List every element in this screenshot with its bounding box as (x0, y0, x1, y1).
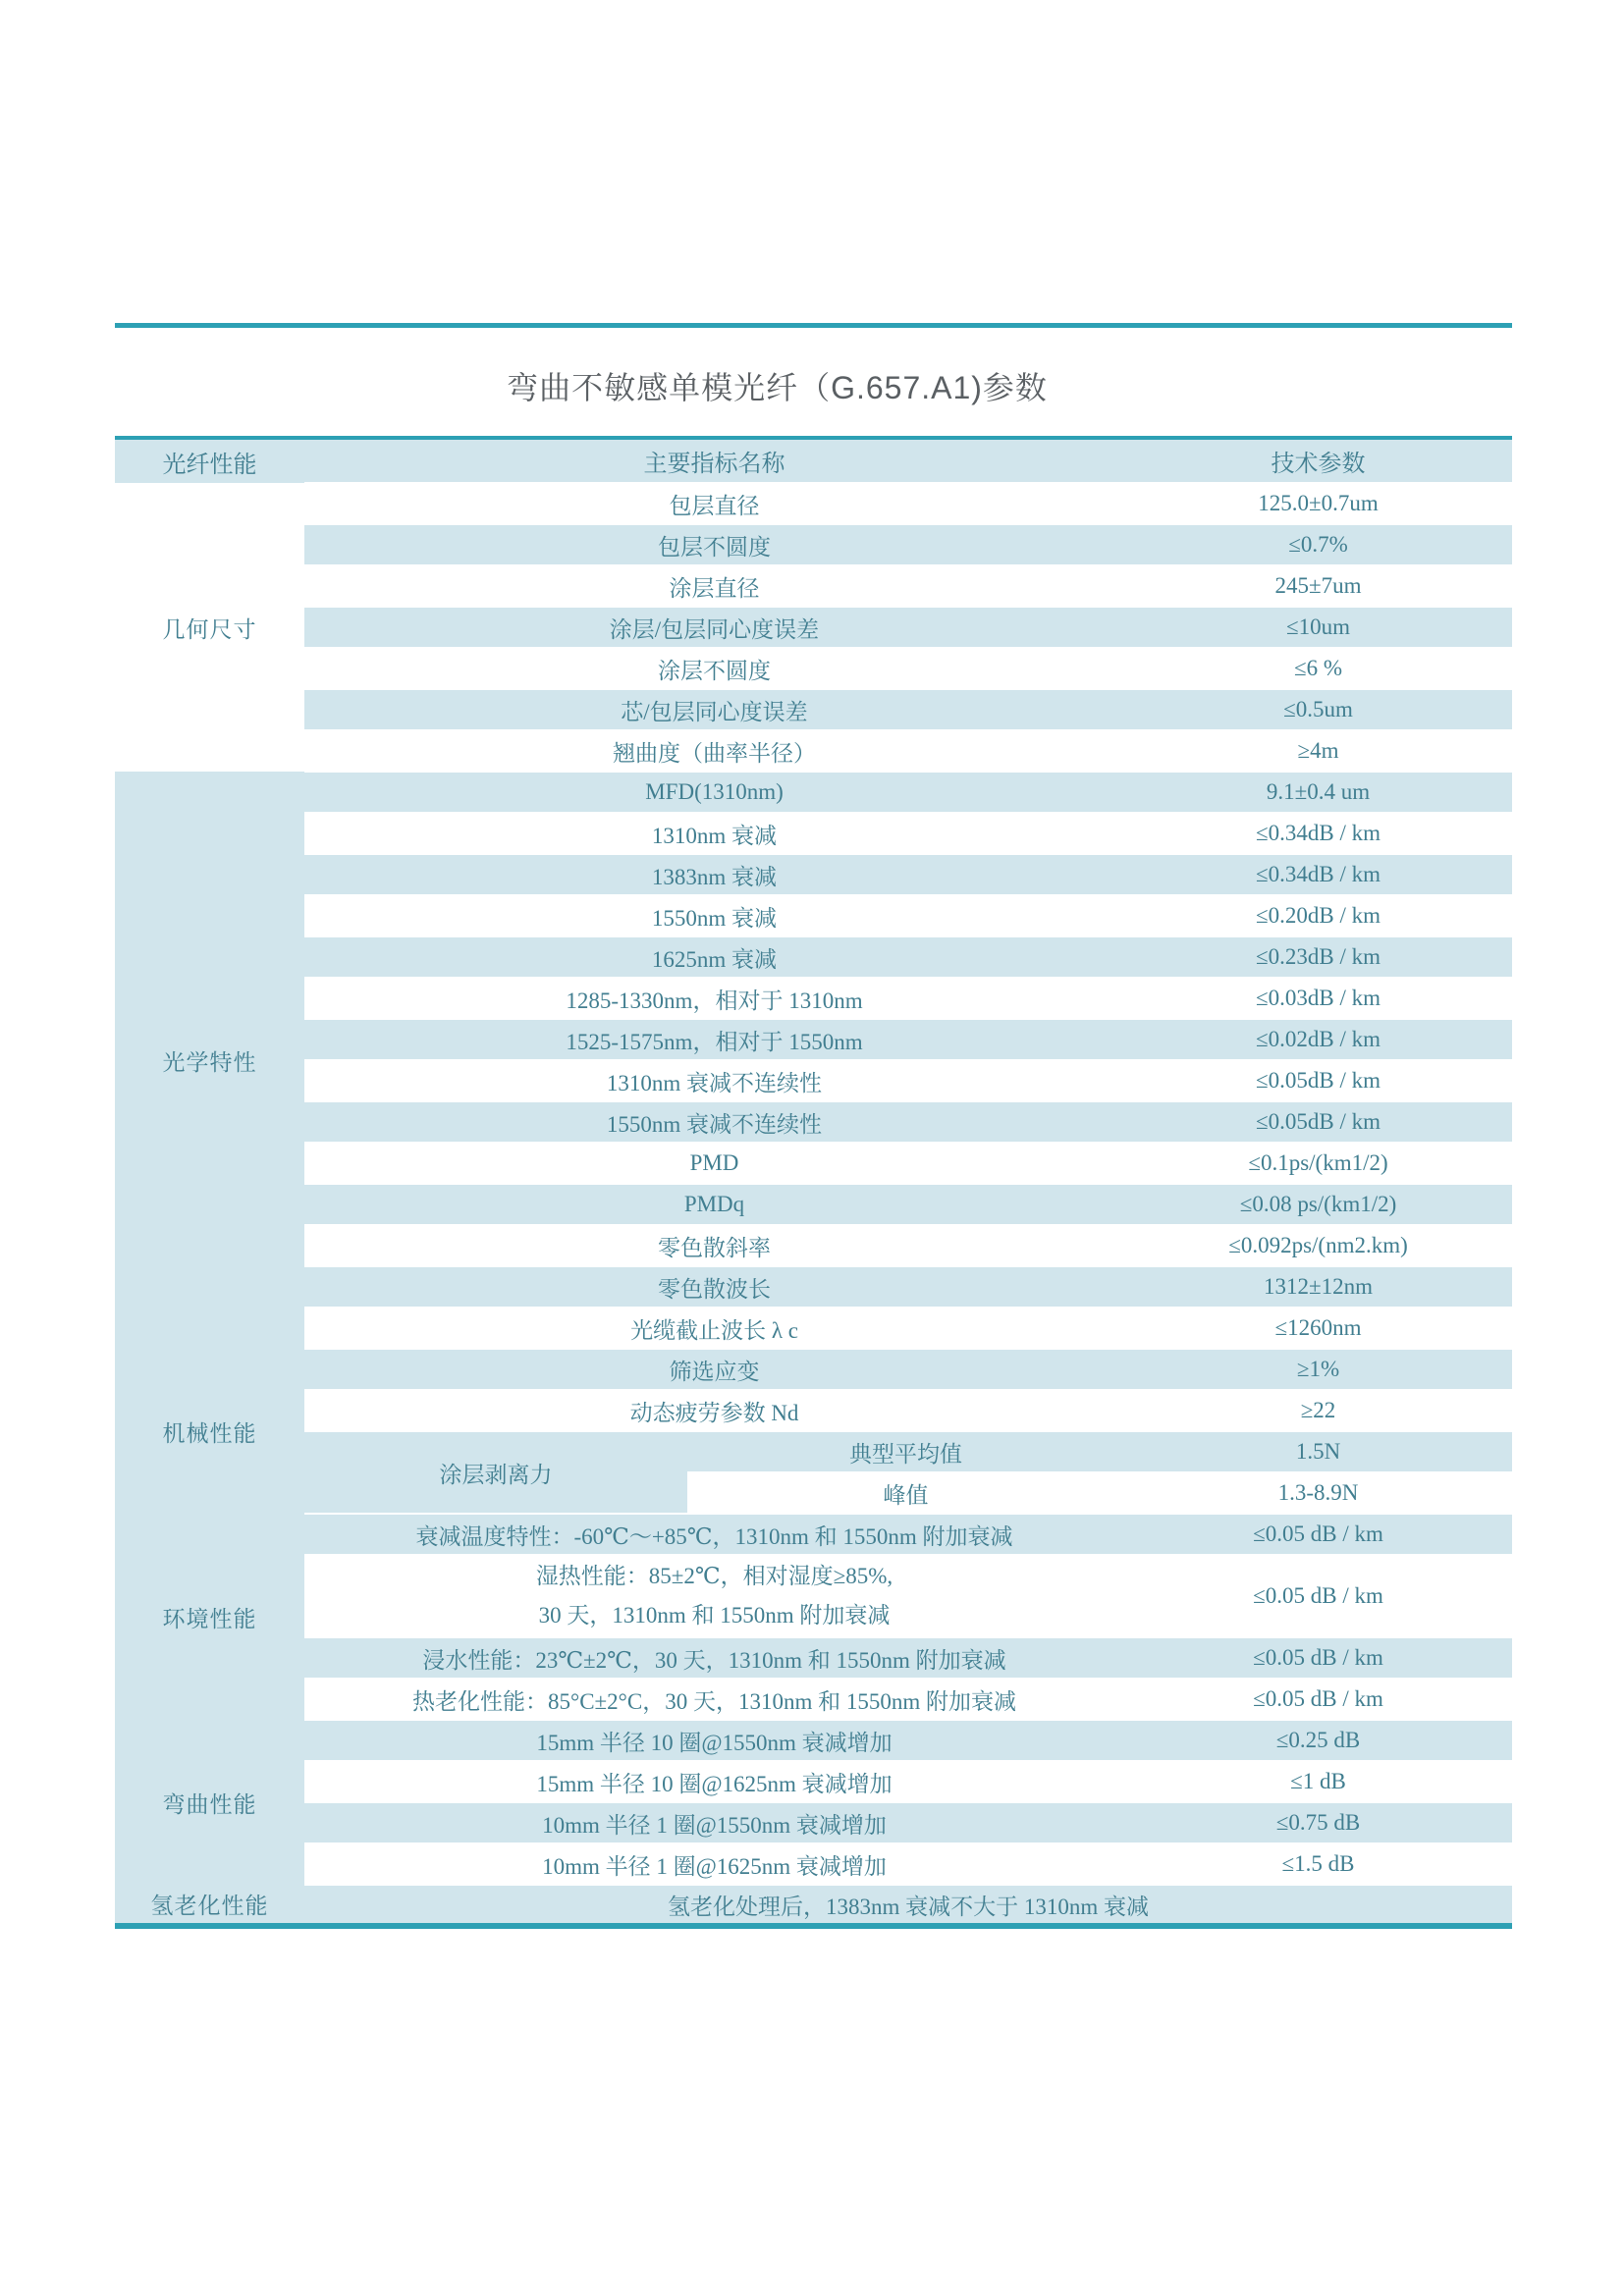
param-name-cell: 1550nm 衰减不连续性 (304, 1101, 1124, 1143)
table-row (115, 565, 1512, 607)
param-value-cell: ≤0.092ps/(nm2.km) (1124, 1225, 1512, 1266)
param-name-cell: 15mm 半径 10 圈@1550nm 衰减增加 (304, 1720, 1124, 1761)
category-cell: 环境性能 (115, 1514, 304, 1720)
param-value-cell: ≤6 % (1124, 648, 1512, 689)
param-value-cell: ≤0.03dB / km (1124, 978, 1512, 1019)
param-name-cell: 包层不圆度 (304, 524, 1124, 565)
table-row (115, 1019, 1512, 1060)
table-row (115, 978, 1512, 1019)
param-name-cell: 芯/包层同心度误差 (304, 689, 1124, 730)
table-row (115, 1885, 1512, 1926)
param-name-cell: 衰减温度特性：-60℃～+85℃，1310nm 和 1550nm 附加衰减 (304, 1514, 1124, 1555)
table-row (115, 1143, 1512, 1184)
sub-label-cell: 峰值 (687, 1472, 1124, 1514)
param-name-cell: 涂层直径 (304, 565, 1124, 607)
param-value-cell: ≤0.25 dB (1124, 1720, 1512, 1761)
param-value-cell: ≤0.5um (1124, 689, 1512, 730)
param-name-cell: 涂层不圆度 (304, 648, 1124, 689)
page-title: 弯曲不敏感单模光纤（G.657.A1)参数 (507, 370, 1048, 405)
param-name-cell: 1310nm 衰减不连续性 (304, 1060, 1124, 1101)
category-cell: 弯曲性能 (115, 1720, 304, 1885)
table-row (115, 1349, 1512, 1390)
param-name-cell: 1550nm 衰减 (304, 895, 1124, 936)
param-value-cell: ≤1.5 dB (1124, 1843, 1512, 1885)
table-row (115, 772, 1512, 813)
param-name-line: 30 天，1310nm 和 1550nm 附加衰减 (538, 1603, 891, 1628)
param-name-cell: 浸水性能：23℃±2℃，30 天，1310nm 和 1550nm 附加衰减 (304, 1637, 1124, 1679)
merged-note-cell: 氢老化处理后，1383nm 衰减不大于 1310nm 衰减 (304, 1885, 1512, 1926)
param-value-cell: ≥4m (1124, 730, 1512, 772)
param-name-cell: 零色散斜率 (304, 1225, 1124, 1266)
param-value-cell: ≤0.7% (1124, 524, 1512, 565)
param-value-cell: 1.5N (1124, 1431, 1512, 1472)
table-row (115, 895, 1512, 936)
param-value-cell: 245±7um (1124, 565, 1512, 607)
table-row (115, 1101, 1512, 1143)
table-row (115, 1431, 1512, 1472)
param-value-cell: ≤0.20dB / km (1124, 895, 1512, 936)
group-label-cell: 涂层剥离力 (304, 1431, 687, 1514)
top-divider-rule (115, 323, 1512, 328)
param-name-cell: 1625nm 衰减 (304, 936, 1124, 978)
param-name-cell: 1383nm 衰减 (304, 854, 1124, 895)
fiber-parameters-table (115, 436, 1512, 1929)
table-row (115, 936, 1512, 978)
table-row (115, 648, 1512, 689)
param-value-cell: ≤0.75 dB (1124, 1802, 1512, 1843)
table-row (115, 854, 1512, 895)
param-name-cell: 动态疲劳参数 Nd (304, 1390, 1124, 1431)
param-name-cell: 1310nm 衰减 (304, 813, 1124, 854)
param-value-cell: ≤0.08 ps/(km1/2) (1124, 1184, 1512, 1225)
category-cell: 几何尺寸 (162, 616, 257, 642)
param-name-cell (304, 1555, 1124, 1637)
table-row (115, 730, 1512, 772)
param-name-cell: 筛选应变 (304, 1349, 1124, 1390)
param-value-cell: 1312±12nm (1124, 1266, 1512, 1308)
param-name-line: 湿热性能：85±2℃，相对湿度≥85%, (535, 1564, 893, 1588)
param-value-cell: ≤10um (1124, 607, 1512, 648)
param-name-cell: 光缆截止波长 λ c (304, 1308, 1124, 1349)
param-value-cell: ≤0.1ps/(km1/2) (1124, 1143, 1512, 1184)
param-value-cell: ≤0.05dB / km (1124, 1101, 1512, 1143)
table-row (115, 1843, 1512, 1885)
param-value-cell: ≤0.05 dB / km (1124, 1514, 1512, 1555)
param-name-cell: 包层直径 (304, 483, 1124, 524)
param-value-cell: ≤0.34dB / km (1124, 813, 1512, 854)
table-row (115, 1308, 1512, 1349)
param-value-cell: ≤0.05 dB / km (1124, 1555, 1512, 1637)
table-row (115, 1555, 1512, 1637)
param-value-cell: 1.3-8.9N (1124, 1472, 1512, 1514)
param-name-cell: PMDq (304, 1184, 1124, 1225)
param-name-cell: PMD (304, 1143, 1124, 1184)
table-row (115, 1802, 1512, 1843)
param-value-cell: ≤1 dB (1124, 1761, 1512, 1802)
param-value-cell: ≤1260nm (1124, 1308, 1512, 1349)
category-cell: 氢老化性能 (115, 1885, 304, 1926)
table-row (115, 813, 1512, 854)
table-row (115, 1390, 1512, 1431)
param-value-cell: ≥22 (1124, 1390, 1512, 1431)
table-row (115, 1060, 1512, 1101)
param-value-cell: ≤0.05 dB / km (1124, 1679, 1512, 1720)
header-fiber-performance: 光纤性能 (115, 438, 304, 483)
table-row (115, 483, 1512, 524)
param-value-cell: ≤0.05dB / km (1124, 1060, 1512, 1101)
table-row (115, 1184, 1512, 1225)
param-name-cell: MFD(1310nm) (304, 772, 1124, 813)
table-row (115, 1514, 1512, 1555)
param-value-cell: ≤0.05 dB / km (1124, 1637, 1512, 1679)
param-name-cell: 1525-1575nm，相对于 1550nm (304, 1019, 1124, 1060)
param-name-cell: 1285-1330nm，相对于 1310nm (304, 978, 1124, 1019)
table-header-row (115, 438, 1512, 483)
param-value-cell: ≥1% (1124, 1349, 1512, 1390)
param-value-cell: ≤0.23dB / km (1124, 936, 1512, 978)
header-technical-parameter: 技术参数 (1124, 438, 1512, 483)
param-value-cell: ≤0.02dB / km (1124, 1019, 1512, 1060)
table-row (115, 1761, 1512, 1802)
table-row (115, 689, 1512, 730)
table-row (115, 1637, 1512, 1679)
param-name-cell: 15mm 半径 10 圈@1625nm 衰减增加 (304, 1761, 1124, 1802)
table-row (115, 524, 1512, 565)
param-name-cell: 热老化性能：85°C±2°C，30 天，1310nm 和 1550nm 附加衰减 (304, 1679, 1124, 1720)
param-value-cell: ≤0.34dB / km (1124, 854, 1512, 895)
table-row (115, 1720, 1512, 1761)
table-row (115, 1225, 1512, 1266)
category-cell: 光学特性 (115, 772, 304, 1349)
table-row (115, 1266, 1512, 1308)
table-row (115, 607, 1512, 648)
param-name-cell: 零色散波长 (304, 1266, 1124, 1308)
param-name-cell: 翘曲度（曲率半径） (304, 730, 1124, 772)
sub-label-cell: 典型平均值 (687, 1431, 1124, 1472)
table-row (115, 1679, 1512, 1720)
param-name-cell: 10mm 半径 1 圈@1550nm 衰减增加 (304, 1802, 1124, 1843)
header-indicator-name: 主要指标名称 (304, 438, 1124, 483)
param-value-cell: 125.0±0.7um (1124, 483, 1512, 524)
param-value-cell: 9.1±0.4 um (1124, 772, 1512, 813)
category-cell: 机械性能 (115, 1349, 304, 1514)
param-name-cell: 涂层/包层同心度误差 (304, 607, 1124, 648)
param-name-cell: 10mm 半径 1 圈@1625nm 衰减增加 (304, 1843, 1124, 1885)
